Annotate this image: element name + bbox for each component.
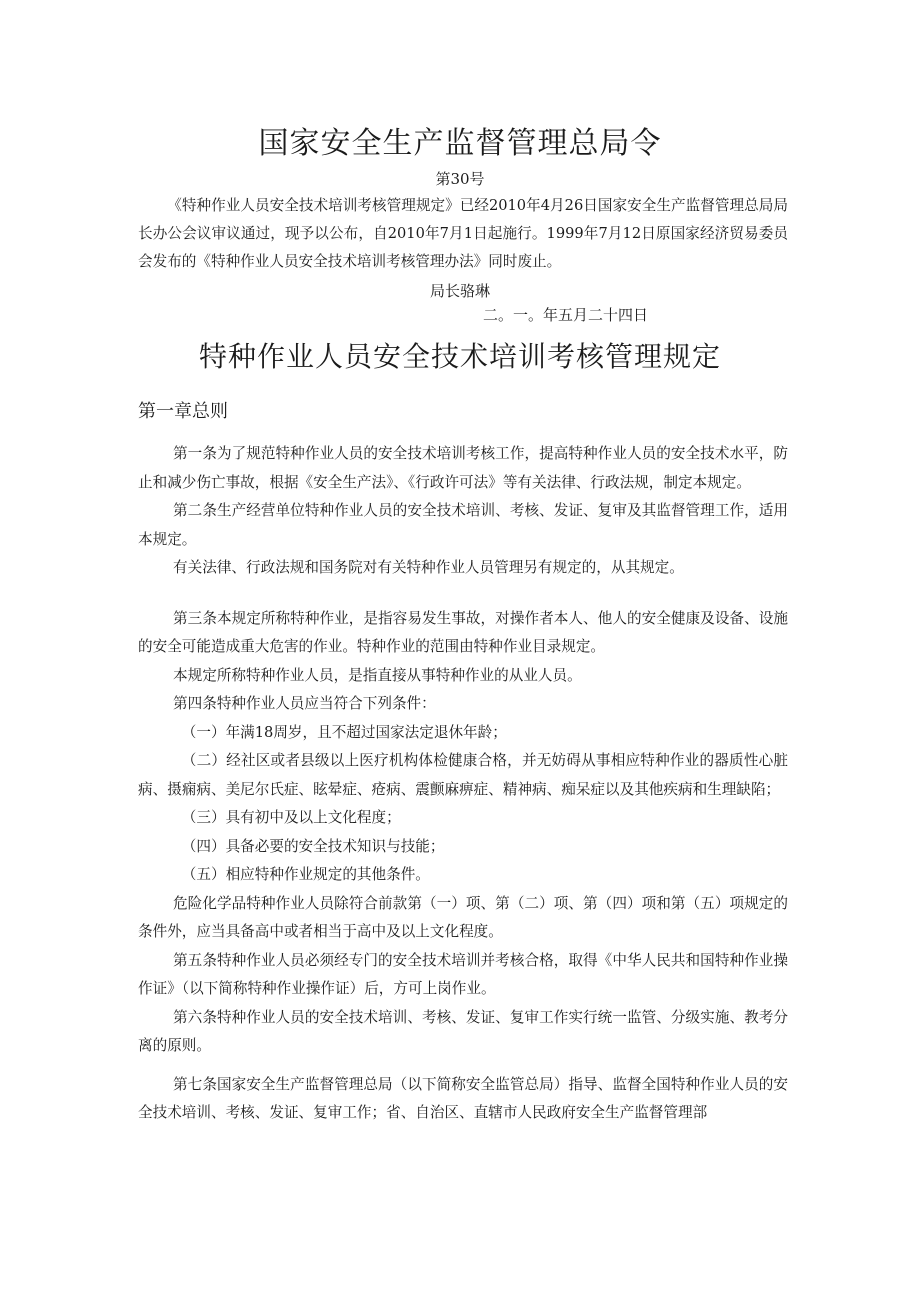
condition-item-1: （一）年满18周岁，且不超过国家法定退休年龄；	[181, 723, 507, 741]
order-signer: 局长骆琳	[429, 282, 490, 300]
article-1: 第一条为了规范特种作业人员的安全技术培训考核工作，提高特种作业人员的安全技术水平，防止和减少伤亡事故，根据《安全生产法》、《行政许可法》等有关法律、行政法规，制定本规定。	[138, 445, 788, 491]
order-body: 《特种作业人员安全技术培训考核管理规定》已经2010年4月26日国家安全生产监督管理总局局长办公会议审议通过，现予以公布，自2010年7月1日起施行。1999年7月12日原国家经济贸易委员会发布的《特种作业人员安全技术培训考核管理办法》同时废止。	[138, 197, 788, 270]
article-4-hazardous-chemicals: 危险化学品特种作业人员除符合前款第（一）项、第（二）项、第（四）项和第（五）项规定的条件外，应当具备高中或者相当于高中及以上文化程度。	[138, 894, 788, 940]
article-4: 第四条特种作业人员应当符合下列条件：	[173, 695, 436, 712]
article-6: 第六条特种作业人员的安全技术培训、考核、发证、复审工作实行统一监管、分级实施、教考分离的原则。	[138, 1008, 788, 1054]
chapter-heading: 第一章总则	[138, 401, 228, 422]
condition-item-2: （二）经社区或者县级以上医疗机构体检健康合格，并无妨碍从事相应特种作业的器质性心脏病、摄痫病、美尼尔氏症、眩晕症、疮病、震颤麻痹症、精神病、痴呆症以及其他疾病和生理缺陷；	[138, 752, 788, 798]
article-2: 第二条生产经营单位特种作业人员的安全技术培训、考核、发证、复审及其监督管理工作，适用本规定。	[138, 502, 788, 548]
order-number: 第30号	[435, 170, 485, 188]
article-5: 第五条特种作业人员必须经专门的安全技术培训并考核合格，取得《中华人民共和国特种作业操作证》（以下简称特种作业操作证）后，方可上岗作业。	[138, 951, 788, 997]
article-2-note: 有关法律、行政法规和国务院对有关特种作业人员管理另有规定的，从其规定。	[173, 559, 684, 576]
article-3-definition: 本规定所称特种作业人员，是指直接从事特种作业的从业人员。	[173, 666, 582, 684]
regulation-title: 特种作业人员安全技术培训考核管理规定	[198, 340, 721, 373]
article-7: 第七条国家安全生产监督管理总局（以下简称安全监管总局）指导、监督全国特种作业人员的安全技术培训、考核、发证、复审工作；省、自治区、直辖市人民政府安全生产监督管理部	[138, 1075, 788, 1121]
condition-item-3: （三）具有初中及以上文化程度；	[181, 809, 401, 826]
order-title: 国家安全生产监督管理总局令	[258, 126, 662, 161]
article-3: 第三条本规定所称特种作业，是指容易发生事故，对操作者本人、他人的安全健康及设备、设施的安全可能造成重大危害的作业。特种作业的范围由特种作业目录规定。	[138, 609, 788, 655]
condition-item-4: （四）具备必要的安全技术知识与技能；	[181, 837, 445, 855]
condition-item-5: （五）相应特种作业规定的其他条件。	[181, 866, 430, 883]
regulation-content	[138, 440, 788, 1128]
order-date: 二。一。年五月二十四日	[483, 306, 649, 324]
